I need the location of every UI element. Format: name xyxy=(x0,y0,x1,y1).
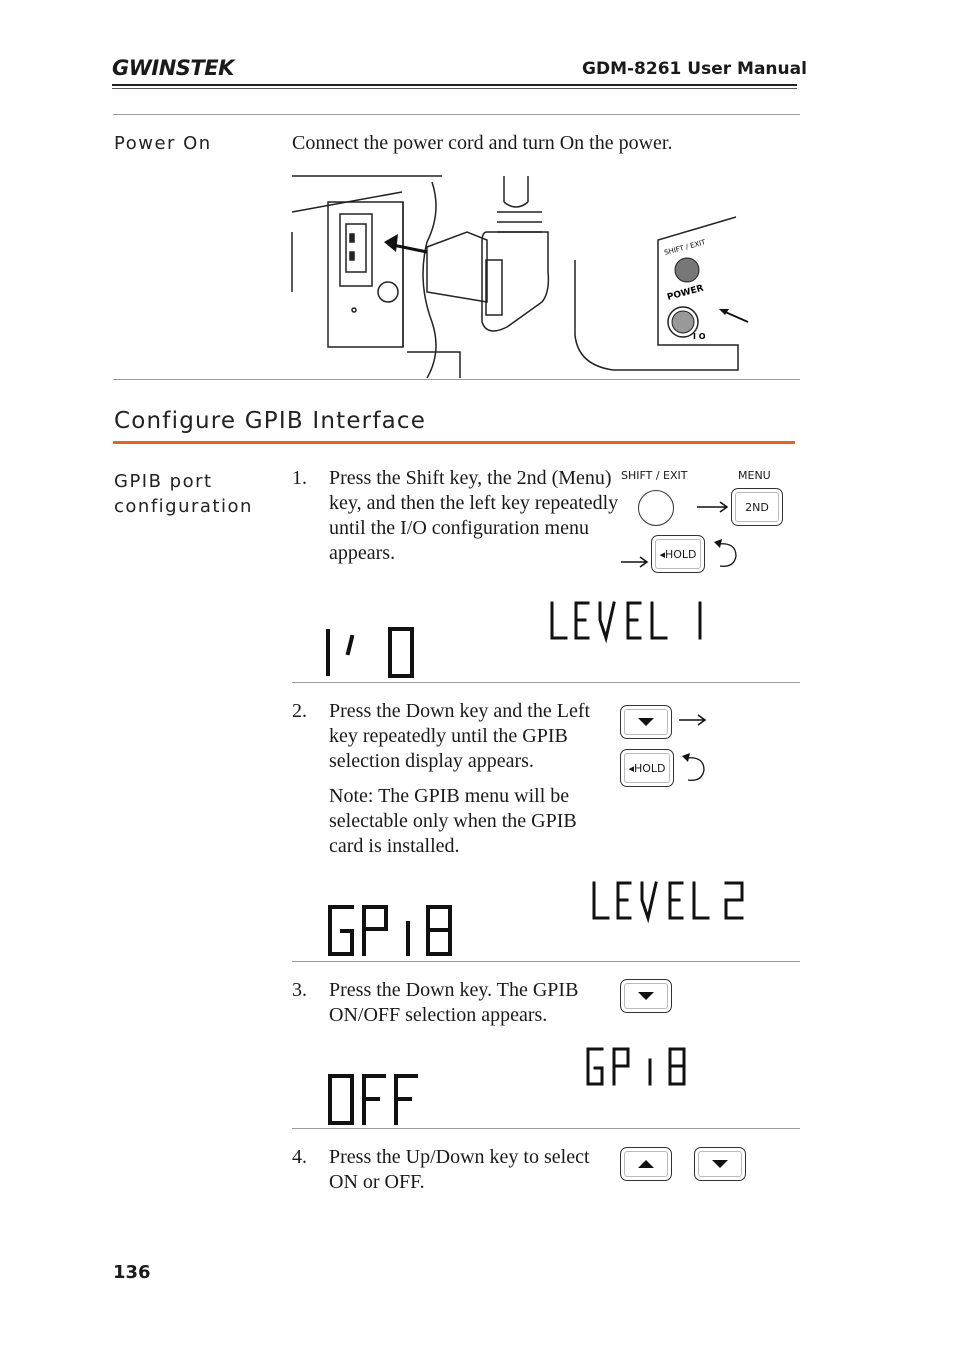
power-on-text: Connect the power cord and turn On the power. xyxy=(292,132,673,154)
gpib-port-label-line2: configuration xyxy=(114,496,253,517)
shift-exit-key[interactable] xyxy=(638,490,674,526)
step-1-rule xyxy=(292,682,800,683)
down-key[interactable] xyxy=(694,1147,746,1181)
svg-text:I O: I O xyxy=(693,332,706,341)
left-hold-key[interactable]: ◂HOLD xyxy=(620,749,674,787)
power-cord-illustration xyxy=(292,172,562,378)
repeat-arrow-icon xyxy=(708,536,740,570)
step-2-number: 2. xyxy=(292,700,307,722)
repeat-arrow-icon xyxy=(676,750,708,784)
step-1-text: Press the Shift key, the 2nd (Menu) key, and then the left key repeatedly until the I/O configuration menu appears. xyxy=(329,467,619,564)
power-on-top-rule xyxy=(113,114,800,115)
lcd-sub-text-1 xyxy=(548,600,708,642)
lcd-main-text-3 xyxy=(326,1072,426,1127)
step-2-rule xyxy=(292,961,800,962)
lcd-sub-text-2 xyxy=(590,880,750,922)
arrow-right-icon xyxy=(696,500,730,514)
arrow-right-icon xyxy=(620,555,650,569)
lcd-main-text-2 xyxy=(326,903,456,958)
power-on-bottom-rule xyxy=(113,379,800,380)
menu-key-label: MENU xyxy=(738,469,771,482)
left-hold-key[interactable]: ◂HOLD xyxy=(651,535,705,573)
header-rule-thin xyxy=(112,88,797,89)
step-3-rule xyxy=(292,1128,800,1129)
down-key[interactable] xyxy=(620,705,672,739)
step-3-text: Press the Down key. The GPIB ON/OFF selection appears. xyxy=(329,979,579,1026)
down-key[interactable] xyxy=(620,979,672,1013)
up-key[interactable] xyxy=(620,1147,672,1181)
brand-logo: GWINSTEK xyxy=(112,56,234,80)
second-menu-key[interactable]: 2ND xyxy=(731,488,783,526)
page-number: 136 xyxy=(113,1262,151,1283)
step-4-text: Press the Up/Down key to select ON or OFF. xyxy=(329,1146,590,1193)
arrow-right-icon xyxy=(678,713,708,727)
manual-title: GDM-8261 User Manual xyxy=(582,59,807,79)
front-panel-illustration xyxy=(573,215,743,373)
header-rule-thick xyxy=(112,84,797,86)
svg-text:POWER: POWER xyxy=(666,283,705,303)
gpib-port-label xyxy=(114,469,253,519)
step-4-number: 4. xyxy=(292,1146,307,1168)
lcd-sub-text-3 xyxy=(584,1046,694,1088)
lcd-main-text-1 xyxy=(320,625,420,680)
step-2-text: Press the Down key and the Left key repeatedly until the GPIB selection display appears. xyxy=(329,700,591,772)
step-3-number: 3. xyxy=(292,979,307,1001)
svg-text:SHIFT / EXIT: SHIFT / EXIT xyxy=(663,238,707,257)
section-title: Configure GPIB Interface xyxy=(114,408,427,434)
power-on-label: Power On xyxy=(114,133,212,154)
shift-exit-key-label: SHIFT / EXIT xyxy=(621,469,688,482)
step-1-number: 1. xyxy=(292,467,307,489)
section-title-rule xyxy=(113,441,795,444)
gpib-port-label-line1: GPIB port xyxy=(114,471,213,492)
step-2-note: Note: The GPIB menu will be selectable only when the GPIB card is installed. xyxy=(329,785,577,857)
